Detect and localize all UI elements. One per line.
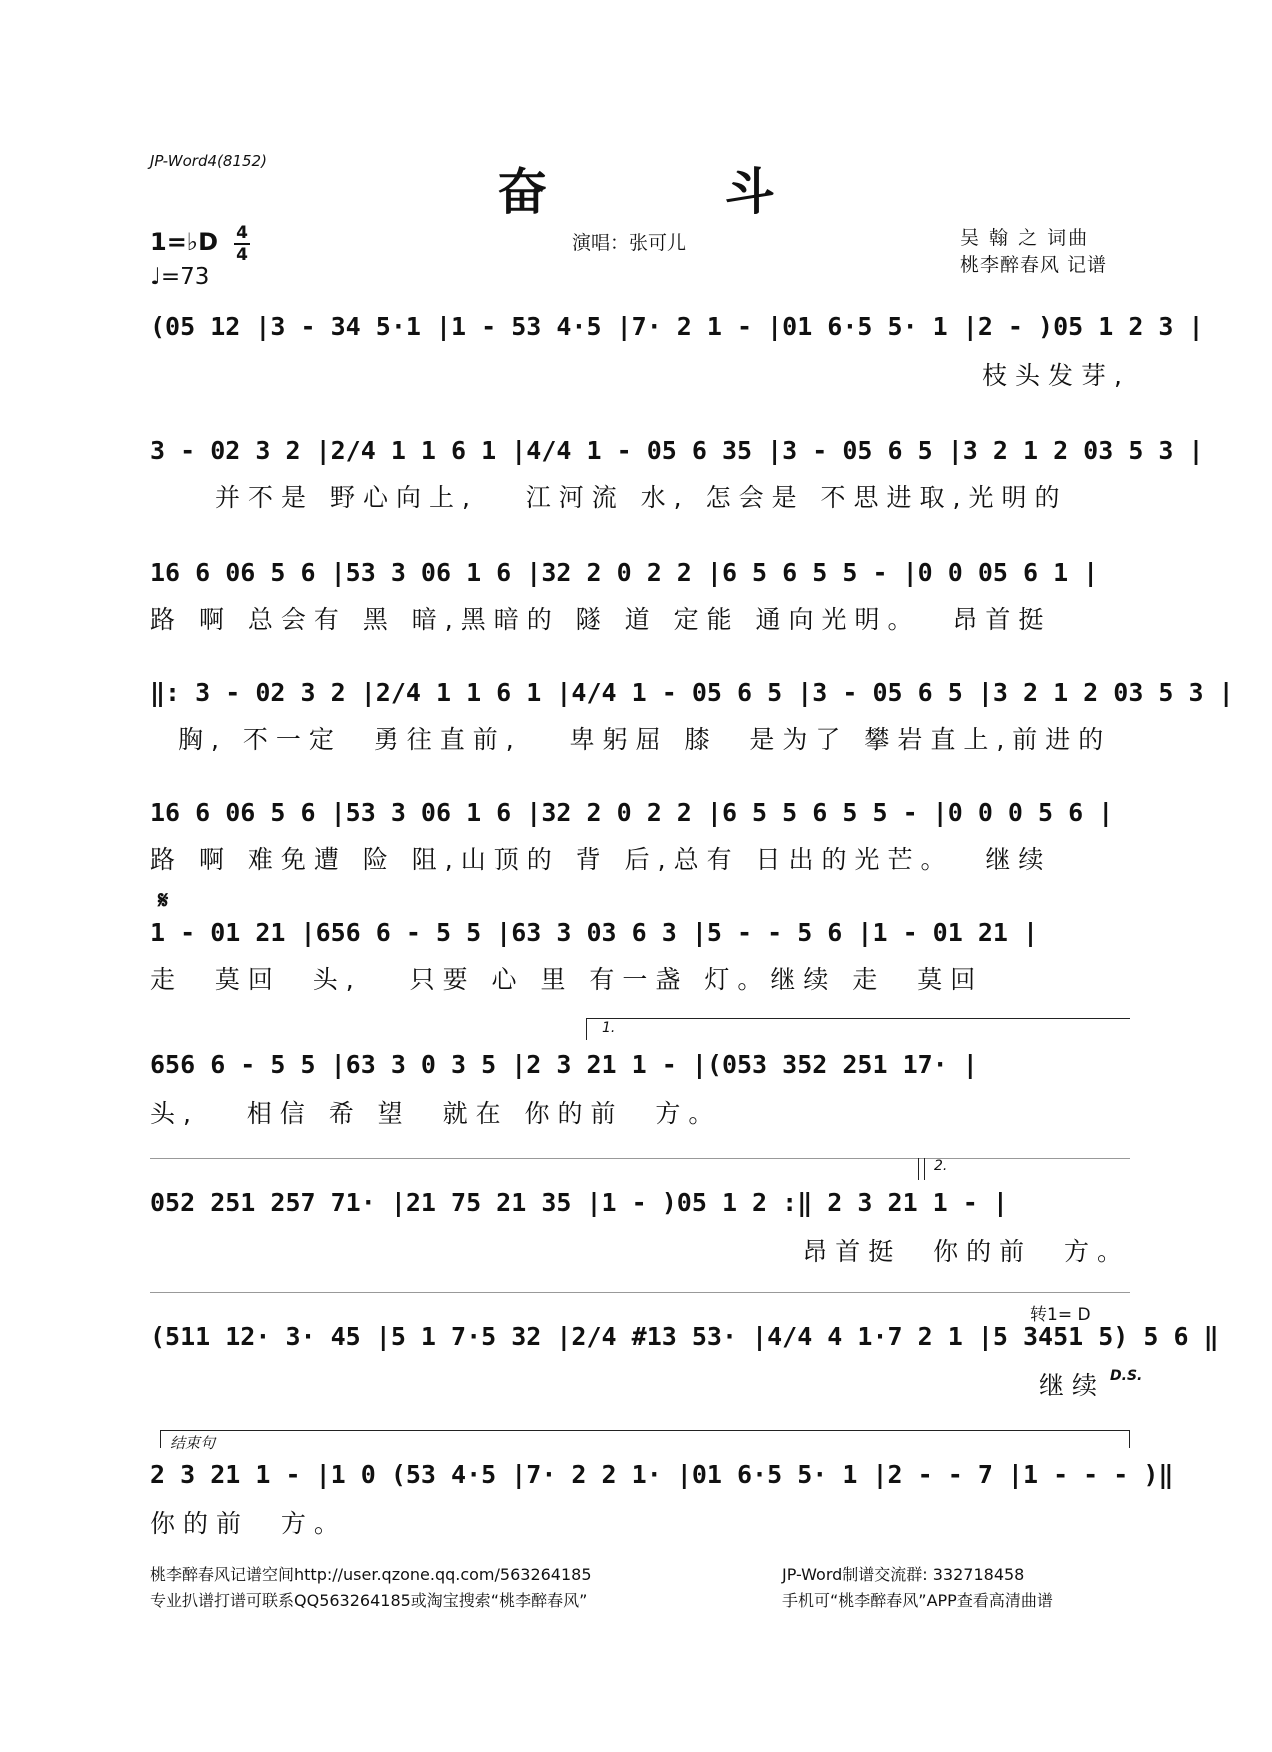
score-row-3-notes: 16 6 06 5 6 |53 3 06 1 6 |32 2 0 2 2 |6 5 6 5 5 - |0 0 05 6 1 | [150, 558, 1099, 587]
score-row-2-lyrics: 并不是 野心向上, 江河流 水, 怎会是 不思进取,光明的 [215, 483, 1068, 512]
score-row-7-notes: 656 6 - 5 5 |63 3 0 3 5 |2 3 21 1 - |(053 352 251 17· | [150, 1050, 978, 1079]
footer-app: 手机可“桃李醉春风”APP查看高清曲谱 [782, 1591, 1053, 1610]
score-row-4-notes: ‖: 3 - 02 3 2 |2/4 1 1 6 1 |4/4 1 - 05 6 5 |3 - 05 6 5 |3 2 1 2 03 5 3 | [150, 678, 1234, 707]
singer-credit: 演唱：张可儿 [572, 232, 687, 254]
time-signature-top: 4 [236, 223, 248, 243]
transcriber-credit: 桃李醉春风 记谱 [960, 254, 1108, 276]
score-row-6-lyrics: 走 莫回 头, 只要 心 里 有一盏 灯。继续 走 莫回 [150, 965, 984, 994]
key-signature: 1=♭D [150, 228, 219, 256]
ending-section-label: 结束句 [170, 1434, 216, 1452]
time-signature [234, 224, 250, 264]
score-row-1-lyrics: 枝头发芽, [982, 361, 1130, 390]
volta-2-label: 2. [934, 1158, 948, 1174]
lyricist-composer-credit: 吴 翰 之 词曲 [960, 227, 1090, 249]
time-signature-bottom: 4 [236, 245, 248, 265]
footer-website: 桃李醉春风记谱空间http://user.qzone.qq.com/563264185 [150, 1565, 592, 1584]
footer-group: JP-Word制谱交流群: 332718458 [782, 1565, 1025, 1584]
score-row-5-notes: 16 6 06 5 6 |53 3 06 1 6 |32 2 0 2 2 |6 5 5 6 5 5 - |0 0 0 5 6 | [150, 798, 1114, 827]
tempo-marking: ♩=73 [150, 264, 210, 290]
score-row-1-notes: (05 12 |3 - 34 5·1 |1 - 53 4·5 |7· 2 1 - |01 6·5 5· 1 |2 - )05 1 2 3 | [150, 312, 1204, 341]
score-row-8-notes: 052 251 257 71· |21 75 21 35 |1 - )05 1 2 :‖ 2 3 21 1 - | [150, 1188, 1008, 1217]
score-row-10-notes: 2 3 21 1 - |1 0 (53 4·5 |7· 2 2 1· |01 6·5 5· 1 |2 - - 7 |1 - - - )‖ [150, 1460, 1174, 1489]
score-row-2-notes: 3 - 02 3 2 |2/4 1 1 6 1 |4/4 1 - 05 6 35 |3 - 05 6 5 |3 2 1 2 03 5 3 | [150, 436, 1204, 465]
score-row-3-lyrics: 路 啊 总会有 黑 暗,黑暗的 隧 道 定能 通向光明。 昂首挺 [150, 605, 1052, 634]
page-title: 奋 斗 [497, 163, 855, 221]
key-change-marking: 转1= D [1030, 1305, 1091, 1325]
volta-1-label: 1. [602, 1020, 616, 1036]
score-row-9-lyrics: 继续 [1038, 1371, 1105, 1400]
footer-contact: 专业扒谱打谱可联系QQ563264185或淘宝搜索“桃李醉春风” [150, 1591, 588, 1610]
score-row-7-lyrics: 头, 相信 希 望 就在 你的前 方。 [150, 1099, 722, 1128]
score-row-9-notes: (511 12· 3· 45 |5 1 7·5 32 |2/4 #13 53· |4/4 4 1·7 2 1 |5 3451 5) 5 6 ‖ [150, 1322, 1219, 1351]
score-row-6-notes: 1 - 01 21 |656 6 - 5 5 |63 3 03 6 3 |5 - - 5 6 |1 - 01 21 | [150, 918, 1039, 947]
score-row-8-lyrics: 昂首挺 你的前 方。 [802, 1237, 1130, 1266]
score-row-5-lyrics: 路 啊 难免遭 险 阻,山顶的 背 后,总有 日出的光芒。 继续 [150, 845, 1052, 874]
watermark: JP-Word4(8152) [150, 152, 267, 170]
segno-sign: 𝄋 [158, 886, 169, 914]
ds-marking: D.S. [1110, 1368, 1143, 1384]
score-row-4-lyrics: 胸, 不一定 勇往直前, 卑躬屈 膝 是为了 攀岩直上,前进的 [178, 725, 1112, 754]
score-row-10-lyrics: 你的前 方。 [150, 1509, 347, 1538]
